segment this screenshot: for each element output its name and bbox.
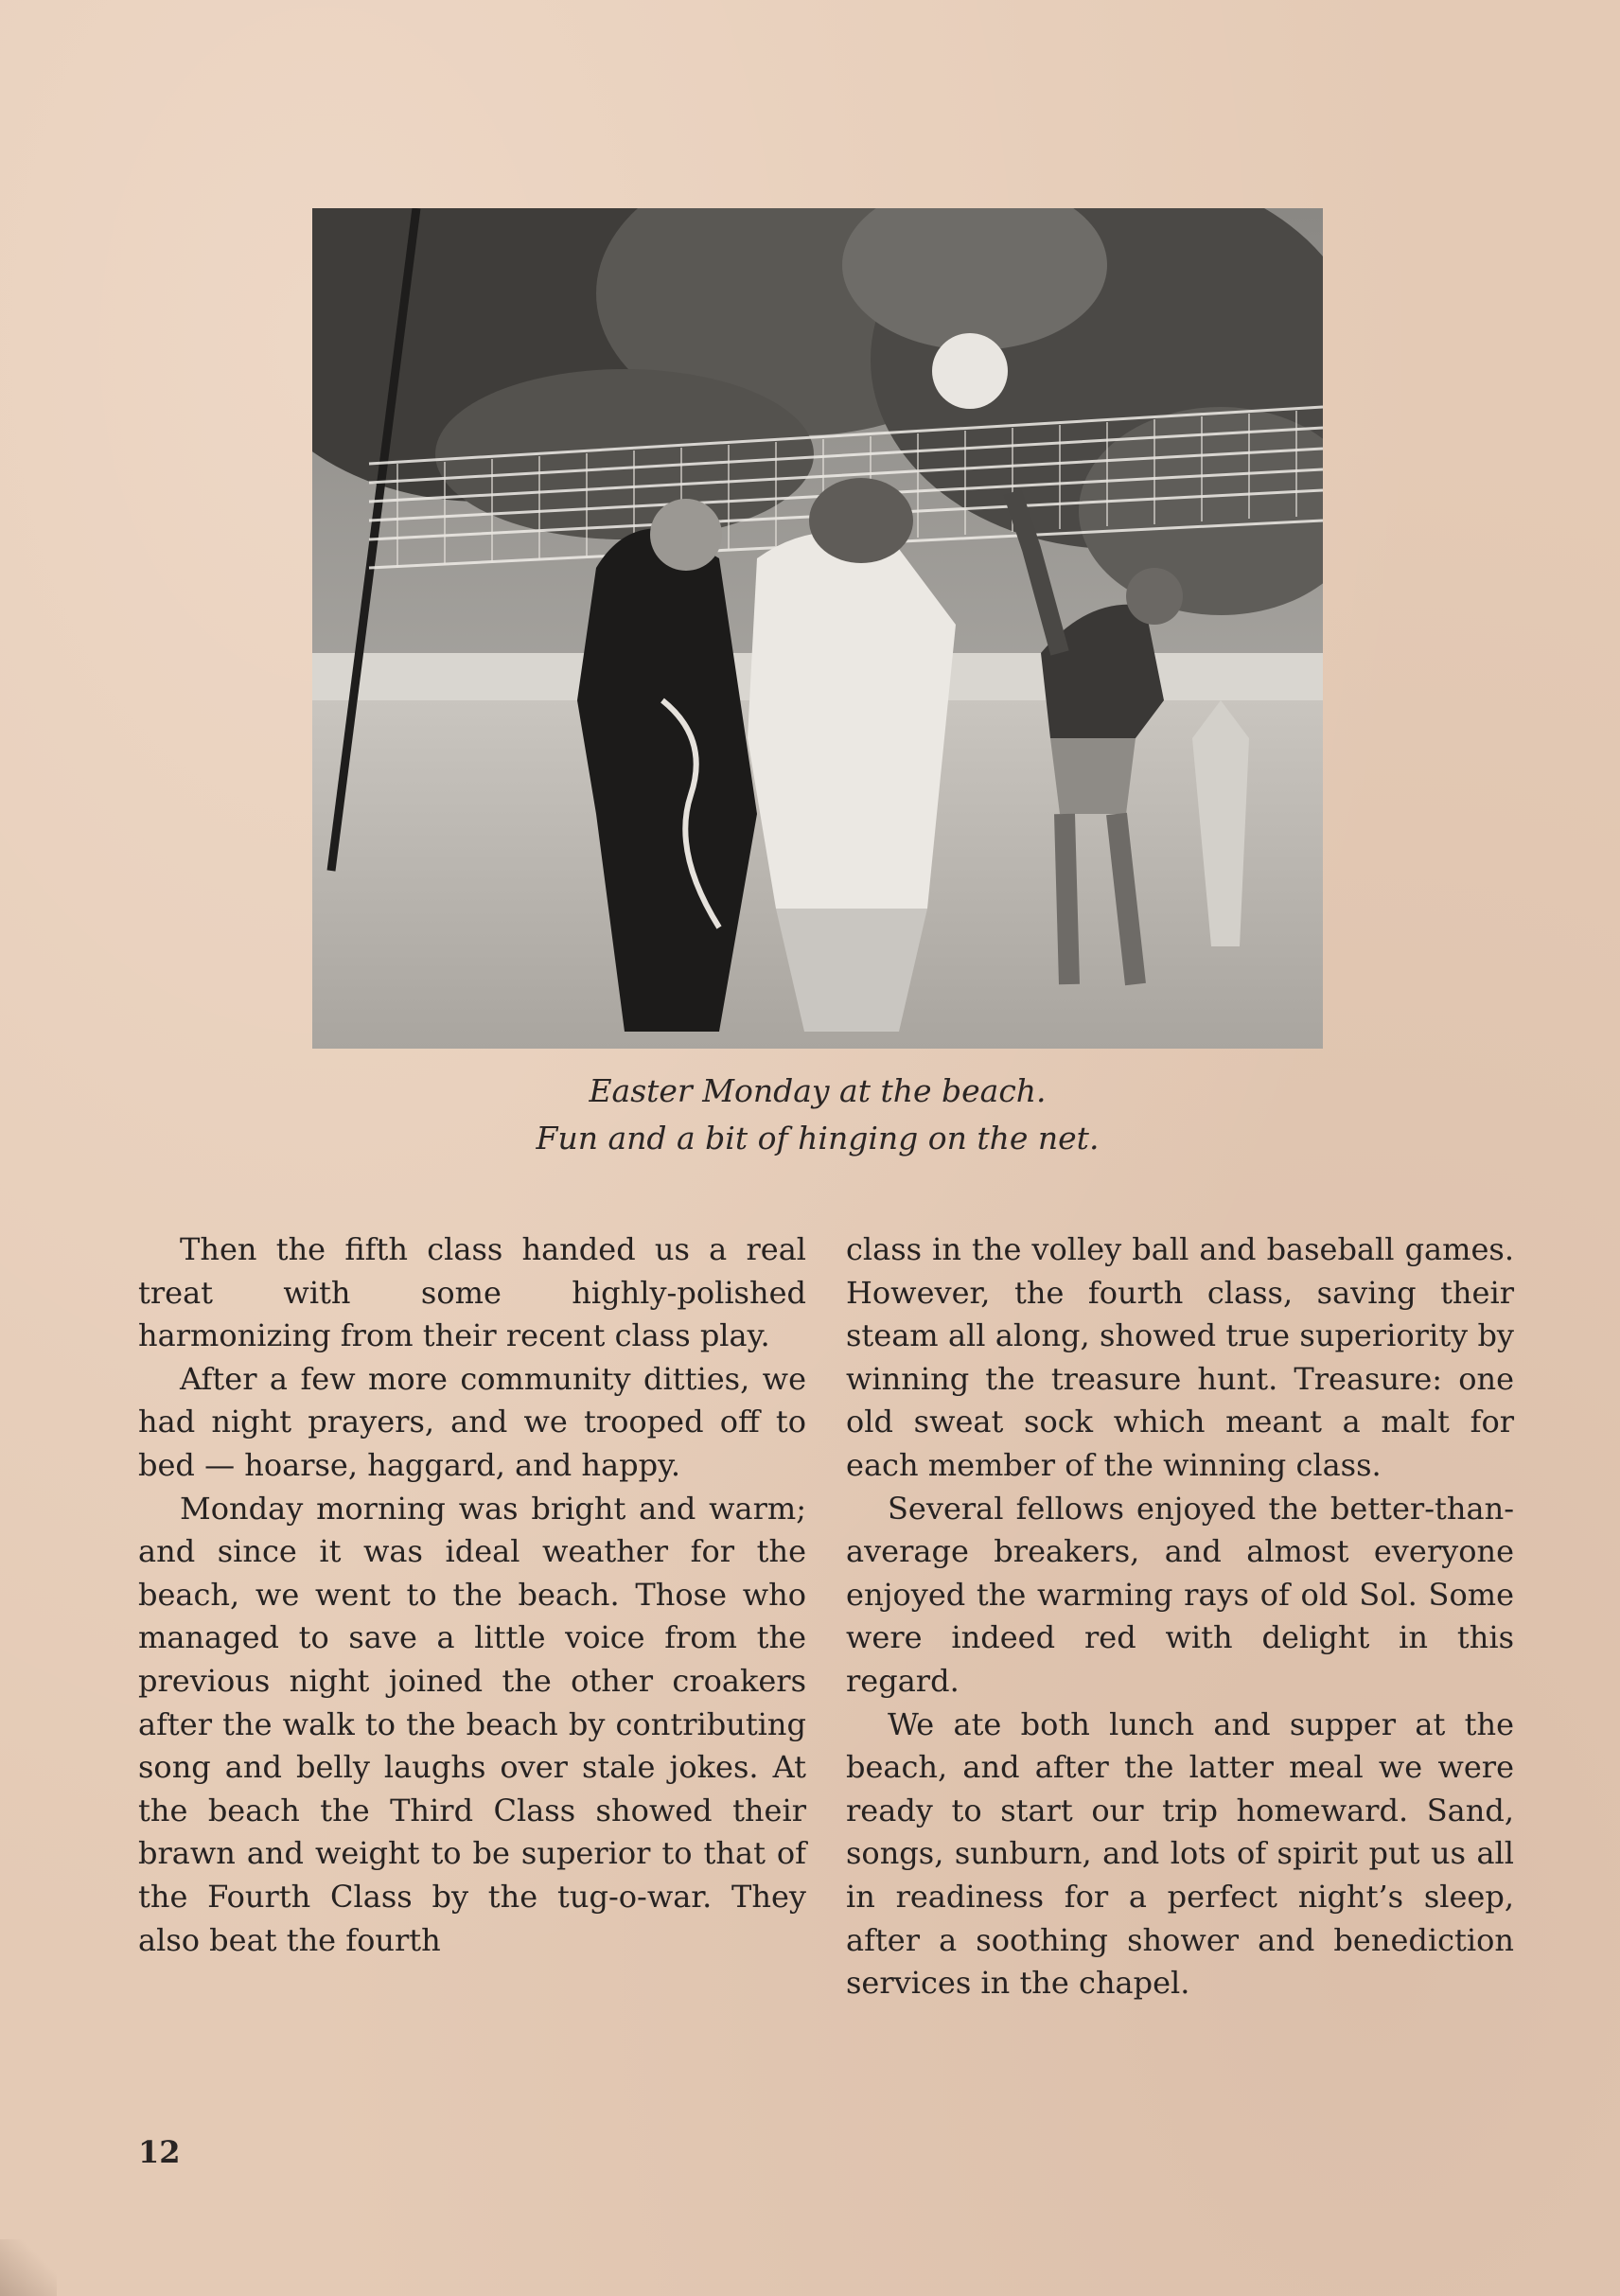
paragraph: class in the volley ball and baseball games. However, the fourth class, saving their steam all along, showed true superiority by winning the treasure hunt. Treasure: one old sweat sock which meant a malt for each member of the winning class. xyxy=(846,1231,1514,1483)
caption-line-2: Fun and a bit of hinging on the net. xyxy=(536,1120,1100,1157)
paragraph: We ate both lunch and supper at the beach, and after the latter meal we were ready to start our trip homeward. Sand, songs, sunburn, and lots of spirit put us all in readiness for a perfect night’s sleep, after a soothing shower and benediction services in the chapel. xyxy=(846,1705,1514,2002)
beach-volleyball-photo xyxy=(312,208,1323,1049)
photo-caption xyxy=(312,1068,1323,1162)
page-corner-shadow xyxy=(0,2239,57,2296)
paragraph: Then the fifth class handed us a real treat with some highly-polished harmonizing from their recent class play. xyxy=(138,1231,806,1354)
article-left-column xyxy=(138,1228,806,1962)
paragraph: Monday morning was bright and warm; and since it was ideal weather for the beach, we went to the beach. Those who managed to save a little voice from the previous night joined the other croakers after the walk to the beach by contributing song and belly laughs over stale jokes. At the beach the Third Class showed their brawn and weight to be superior to that of the Fourth Class by the tug-o-war. They also beat the fourth xyxy=(138,1490,806,1958)
caption-line-1: Easter Monday at the beach. xyxy=(589,1072,1047,1109)
page-number: 12 xyxy=(138,2134,181,2170)
paragraph: After a few more community ditties, we had night prayers, and we trooped off to bed — hoarse, haggard, and happy. xyxy=(138,1360,806,1483)
article-right-column xyxy=(846,1228,1514,2005)
paragraph: Several fellows enjoyed the better-than-average breakers, and almost everyone enjoyed the warming rays of old Sol. Some were indeed red with delight in this regard. xyxy=(846,1490,1514,1699)
